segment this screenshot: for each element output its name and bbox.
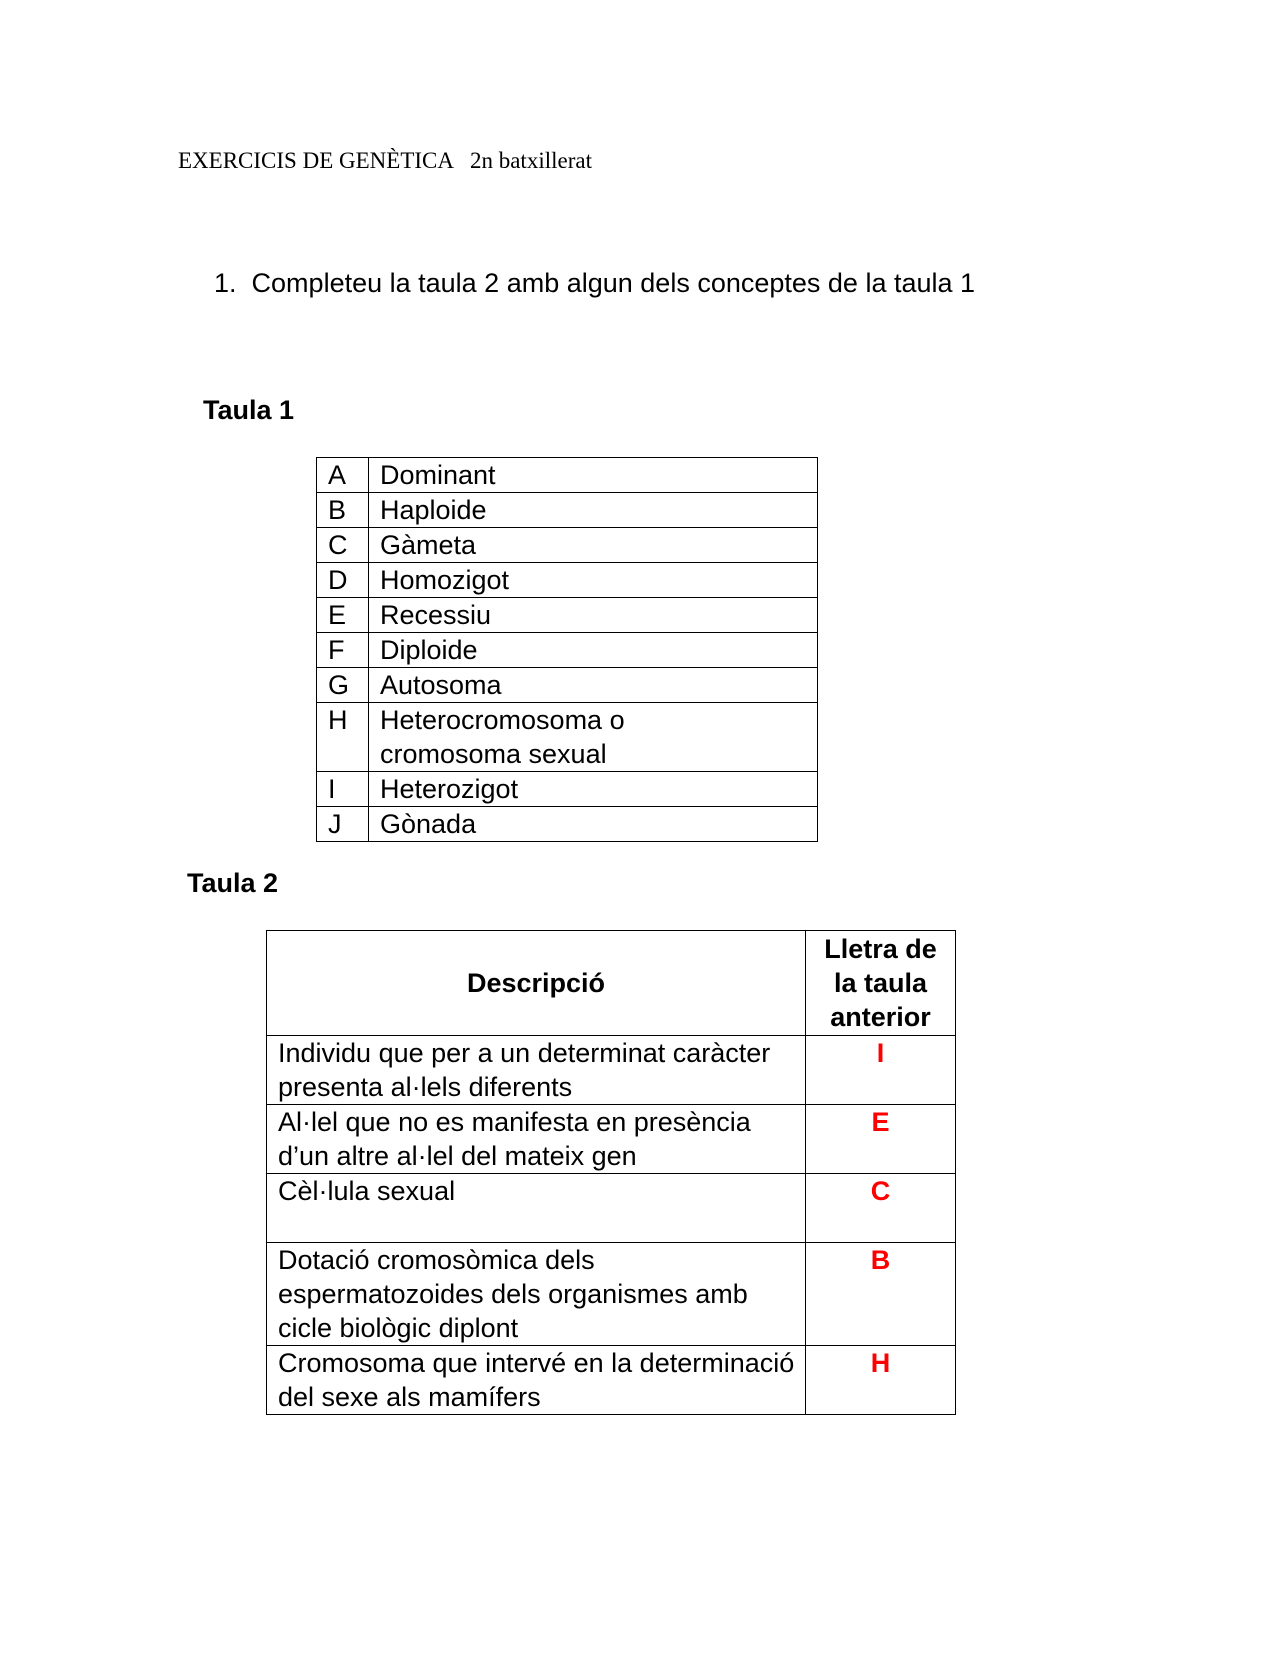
question-text: Completeu la taula 2 amb algun dels conceptes de la taula 1 (251, 268, 976, 298)
description-cell: Cromosoma que intervé en la determinació del sexe als mamífers (267, 1346, 806, 1415)
letter-header: Lletra de la taula anterior (806, 931, 956, 1036)
concept-name: Gàmeta (369, 528, 818, 563)
document-title: EXERCICIS DE GENÈTICA (178, 148, 453, 173)
table-row (317, 703, 818, 772)
table-row (267, 1036, 956, 1105)
table1-title: Taula 1 (203, 395, 295, 425)
description-header: Descripció (267, 931, 806, 1036)
course-level: 2n batxillerat (469, 148, 592, 173)
table-row (317, 563, 818, 598)
table-row (267, 1105, 956, 1174)
question-number: 1. (214, 268, 237, 298)
concept-name: Heterozigot (369, 772, 818, 807)
answer-cell: B (806, 1243, 956, 1346)
table-row (267, 1174, 956, 1243)
table-row (317, 772, 818, 807)
table-row (317, 458, 818, 493)
concept-name: Heterocromosoma o cromosoma sexual (369, 703, 818, 772)
answer-cell: H (806, 1346, 956, 1415)
table-row (267, 1346, 956, 1415)
table-row (267, 1243, 956, 1346)
answer-cell: E (806, 1105, 956, 1174)
description-cell: Al·lel que no es manifesta en presència d’un altre al·lel del mateix gen (267, 1105, 806, 1174)
concept-name: Homozigot (369, 563, 818, 598)
table-header-row (267, 931, 956, 1036)
concept-name: Recessiu (369, 598, 818, 633)
question-1 (214, 268, 975, 299)
description-cell: Cèl·lula sexual (267, 1174, 806, 1243)
table-row (317, 528, 818, 563)
table-row (317, 598, 818, 633)
table2 (266, 930, 956, 1415)
document-header (178, 148, 592, 174)
concept-letter: F (317, 633, 369, 668)
description-cell: Individu que per a un determinat caràcter presenta al·lels diferents (267, 1036, 806, 1105)
concept-letter: C (317, 528, 369, 563)
table-row (317, 668, 818, 703)
concept-letter: H (317, 703, 369, 772)
answer-cell: I (806, 1036, 956, 1105)
concept-name: Diploide (369, 633, 818, 668)
concept-letter: B (317, 493, 369, 528)
concept-name: Haploide (369, 493, 818, 528)
concept-name: Gònada (369, 807, 818, 842)
table-row (317, 493, 818, 528)
table1 (316, 457, 818, 842)
concept-letter: A (317, 458, 369, 493)
table-row (317, 633, 818, 668)
concept-letter: G (317, 668, 369, 703)
concept-letter: D (317, 563, 369, 598)
answer-cell: C (806, 1174, 956, 1243)
table-row (317, 807, 818, 842)
table2-title: Taula 2 (187, 868, 279, 898)
concept-letter: E (317, 598, 369, 633)
concept-letter: J (317, 807, 369, 842)
concept-name: Dominant (369, 458, 818, 493)
concept-letter: I (317, 772, 369, 807)
concept-name: Autosoma (369, 668, 818, 703)
description-cell: Dotació cromosòmica dels espermatozoides dels organismes amb cicle biològic diplont (267, 1243, 806, 1346)
